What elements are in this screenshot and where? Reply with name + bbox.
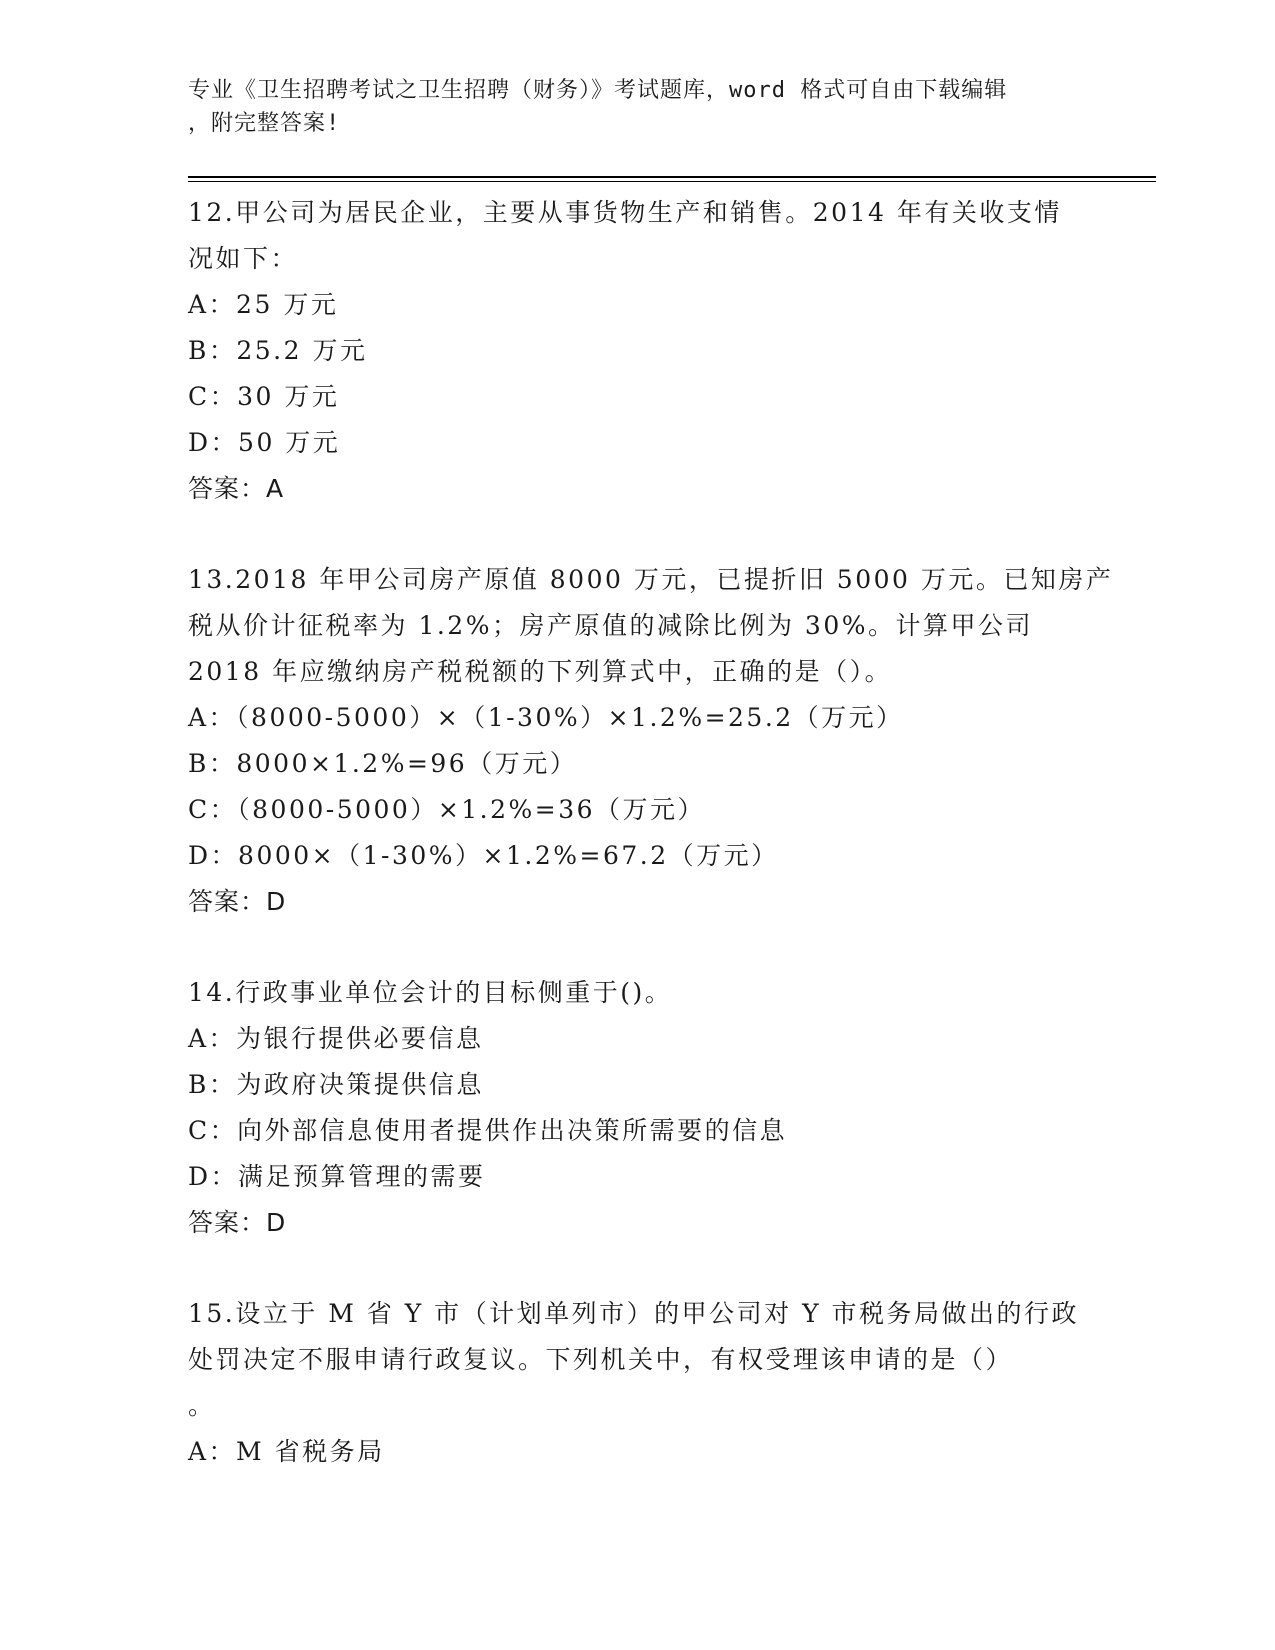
question-text-line: 处罚决定不服申请行政复议。下列机关中，有权受理该申请的是（） xyxy=(188,1345,1014,1374)
document-header xyxy=(188,74,1088,140)
header-line-1: 专业《卫生招聘考试之卫生招聘（财务）》考试题库，word 格式可自由下载编辑 xyxy=(188,78,1008,103)
option-c: C：30 万元 xyxy=(188,382,340,411)
answer-line: 答案：A xyxy=(188,474,285,503)
option-a: A：为银行提供必要信息 xyxy=(188,1024,484,1053)
question-text-line: 15.设立于 M 省 Y 市（计划单列市）的甲公司对 Y 市税务局做出的行政 xyxy=(188,1299,1080,1328)
answer-line: 答案：D xyxy=(188,1208,287,1237)
option-c: C：（8000-5000）×1.2%=36（万元） xyxy=(188,795,706,824)
header-line-2: ，附完整答案! xyxy=(188,111,341,136)
option-a: A：（8000-5000）×（1-30%）×1.2%=25.2（万元） xyxy=(188,703,904,732)
option-a: A：M 省税务局 xyxy=(188,1437,385,1466)
question-list xyxy=(188,190,1114,1520)
question-12 xyxy=(188,190,1088,512)
option-c: C：向外部信息使用者提供作出决策所需要的信息 xyxy=(188,1116,788,1145)
question-13 xyxy=(188,557,1114,925)
question-text-line: 2018 年应缴纳房产税税额的下列算式中，正确的是（）。 xyxy=(188,657,893,686)
option-d: D：满足预算管理的需要 xyxy=(188,1162,486,1191)
question-text-line: 12.甲公司为居民企业，主要从事货物生产和销售。2014 年有关收支情 xyxy=(188,198,1062,227)
header-divider-thick xyxy=(188,176,1156,178)
option-b: B：8000×1.2%=96（万元） xyxy=(188,749,578,778)
question-text-line: 13.2018 年甲公司房产原值 8000 万元，已提折旧 5000 万元。已知房产 xyxy=(188,565,1114,594)
option-a: A：25 万元 xyxy=(188,290,339,319)
question-text-line: 。 xyxy=(188,1391,216,1420)
option-d: D：50 万元 xyxy=(188,428,341,457)
question-14 xyxy=(188,970,1088,1246)
option-b: B：25.2 万元 xyxy=(188,336,368,365)
question-15 xyxy=(188,1291,1088,1475)
question-text-line: 况如下： xyxy=(188,244,299,273)
option-d: D：8000×（1-30%）×1.2%=67.2（万元） xyxy=(188,841,779,870)
option-b: B：为政府决策提供信息 xyxy=(188,1070,484,1099)
question-text-line: 14.行政事业单位会计的目标侧重于()。 xyxy=(188,978,673,1007)
answer-line: 答案：D xyxy=(188,887,287,916)
question-text-line: 税从价计征税率为 1.2%；房产原值的减除比例为 30%。计算甲公司 xyxy=(188,611,1033,640)
header-divider-thin xyxy=(188,181,1156,182)
